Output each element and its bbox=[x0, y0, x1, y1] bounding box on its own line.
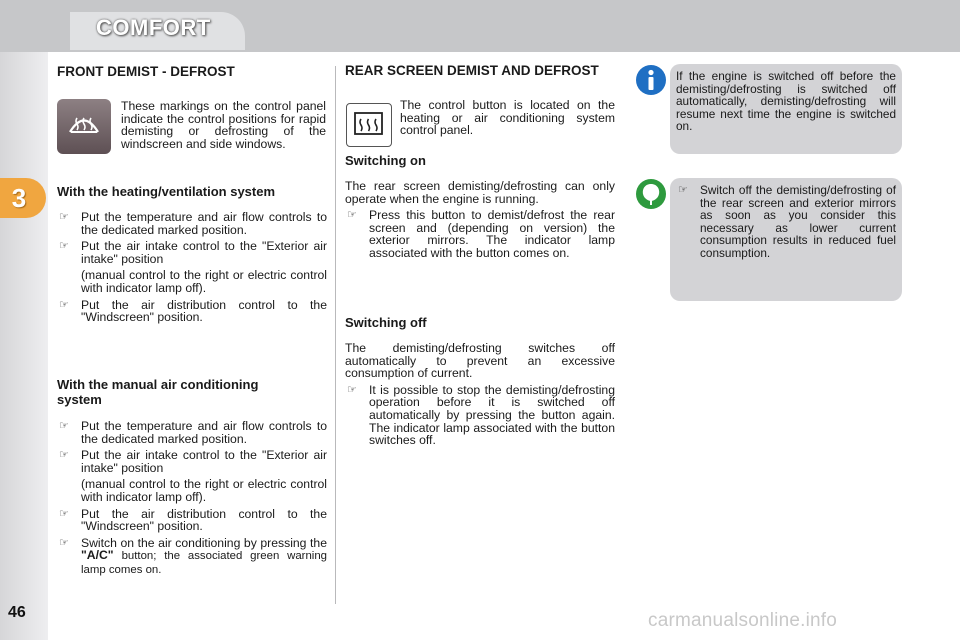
list-item: ☞ Put the air distribution control to the "Windscreen" position. bbox=[59, 297, 327, 325]
column-divider bbox=[335, 66, 336, 604]
heating-title: With the heating/ventilation system bbox=[57, 184, 276, 199]
side-strip bbox=[0, 52, 48, 640]
ac-title: With the manual air conditioning system bbox=[57, 377, 259, 407]
heating-note: (manual control to the right or electric control with indicator lamp off). bbox=[81, 268, 327, 295]
switching-on-text: The rear screen demisting/defrosting can only operate when the engine is running. bbox=[345, 179, 615, 206]
list-item: ☞ Put the air intake control to the "Exterior air intake" position bbox=[59, 448, 327, 475]
heating-section bbox=[57, 184, 327, 324]
ac-key-label: "A/C" bbox=[81, 548, 114, 563]
bullet-pointer-icon: ☞ bbox=[347, 383, 357, 396]
list-item: ☞ Put the air distribution control to the "Windscreen" position. bbox=[59, 506, 327, 534]
list-item: ☞ It is possible to stop the demisting/defrosting operation before it is switched off automatically by pressing the button again. The indicator lamp associated with the button switches off. bbox=[347, 382, 615, 448]
switching-off-body bbox=[345, 342, 615, 447]
list-item: ☞ Put the temperature and air flow controls to the dedicated marked position. bbox=[59, 419, 327, 446]
rear-defrost-title: REAR SCREEN DEMIST AND DEFROST bbox=[345, 63, 599, 78]
bullet-pointer-icon: ☞ bbox=[59, 211, 69, 223]
info-text: If the engine is switched off before the demisting/defrosting is switched off automatically, demisting/defrosting will resume next time the engine is switched on. bbox=[676, 69, 896, 134]
eco-tip-body bbox=[676, 184, 896, 260]
list-item: ☞ Switch on the air conditioning by pressing the "A/C" button; the associated green warning lamp comes on. bbox=[59, 535, 327, 576]
ac-section bbox=[57, 377, 327, 577]
bullet-pointer-icon: ☞ bbox=[59, 449, 69, 462]
page-number: 46 bbox=[8, 604, 26, 621]
eco-icon bbox=[635, 178, 667, 210]
front-defrost-title: FRONT DEMIST - DEFROST bbox=[57, 64, 235, 79]
rear-defrost-icon bbox=[346, 103, 392, 147]
bullet-pointer-icon: ☞ bbox=[347, 209, 357, 222]
page-title: COMFORT bbox=[96, 15, 211, 40]
switching-off-text: The demisting/defrosting switches off automatically to prevent an excessive consumption of current. bbox=[345, 341, 615, 381]
watermark: carmanualsonline.info bbox=[648, 610, 838, 631]
info-icon bbox=[635, 64, 667, 96]
bullet-pointer-icon: ☞ bbox=[59, 298, 69, 311]
ac-note: (manual control to the right or electric control with indicator lamp off). bbox=[81, 477, 327, 504]
bullet-pointer-icon: ☞ bbox=[59, 536, 69, 549]
switching-off-title: Switching off bbox=[345, 315, 427, 330]
front-defrost-icon bbox=[57, 99, 111, 154]
list-item: ☞ Put the air intake control to the "Exterior air intake" position bbox=[59, 239, 327, 266]
list-item: ☞ Put the temperature and air flow controls to the dedicated marked position. bbox=[59, 210, 327, 237]
bullet-pointer-icon: ☞ bbox=[678, 184, 688, 196]
bullet-pointer-icon: ☞ bbox=[59, 507, 69, 520]
bullet-pointer-icon: ☞ bbox=[59, 240, 69, 253]
front-defrost-intro: These markings on the control panel indicate the control positions for rapid demisting or defrosting of the windscreen and side windows. bbox=[121, 99, 326, 151]
list-item: ☞ Switch off the demisting/defrosting of the rear screen and exterior mirrors as soon as you consider this necessary as lower current consumption results in reduced fuel consumption. bbox=[678, 183, 896, 260]
switching-on-title: Switching on bbox=[345, 153, 426, 168]
list-item: ☞ Press this button to demist/defrost the rear screen and (depending on version) the exterior mirrors. The indicator lamp associated with the button comes on. bbox=[347, 208, 615, 260]
chapter-number: 3 bbox=[11, 183, 27, 213]
rear-defrost-intro: The control button is located on the heating or air conditioning system control panel. bbox=[400, 98, 615, 138]
bullet-pointer-icon: ☞ bbox=[59, 420, 69, 432]
switching-on-body bbox=[345, 180, 615, 260]
